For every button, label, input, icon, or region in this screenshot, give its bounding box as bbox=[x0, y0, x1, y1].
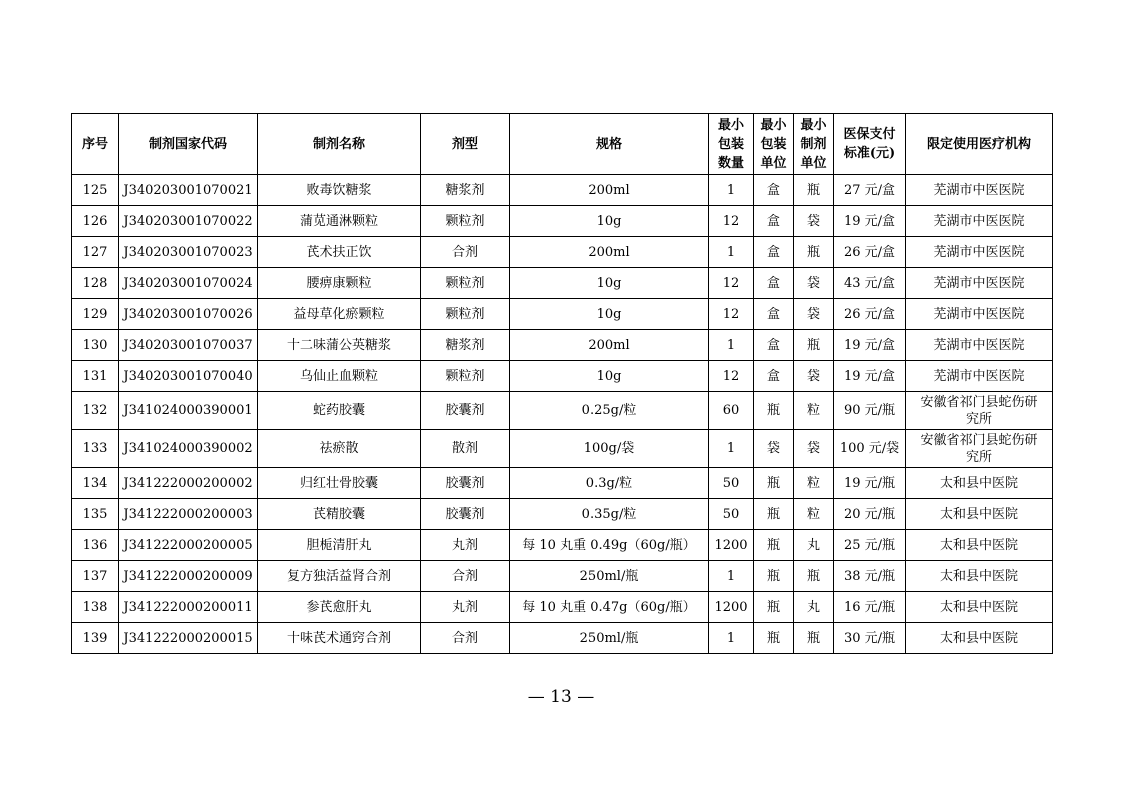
cell-institution bbox=[906, 237, 1053, 268]
header-line: 数量 bbox=[717, 155, 744, 171]
cell-spec: 10g bbox=[510, 361, 709, 392]
cell-spec: 250ml/瓶 bbox=[510, 561, 709, 592]
cell-seq: 133 bbox=[72, 430, 119, 468]
cell-pack-unit: 袋 bbox=[754, 430, 794, 468]
header-line: 标准(元) bbox=[843, 146, 896, 161]
cell-prep-unit: 瓶 bbox=[794, 330, 834, 361]
institution-line: 究所 bbox=[965, 449, 992, 465]
cell-code: J341222000200011 bbox=[119, 592, 258, 623]
table-row bbox=[72, 592, 1053, 623]
cell-code: J341024000390001 bbox=[119, 392, 258, 430]
header-line: 单位 bbox=[800, 155, 827, 171]
cell-spec: 100g/袋 bbox=[510, 430, 709, 468]
table-row bbox=[72, 530, 1053, 561]
institution-line: 太和县中医院 bbox=[939, 475, 1018, 491]
cell-institution bbox=[906, 330, 1053, 361]
header-spec: 规格 bbox=[510, 114, 709, 175]
cell-pack-unit: 瓶 bbox=[754, 561, 794, 592]
cell-name: 十二味蒲公英糖浆 bbox=[258, 330, 421, 361]
cell-price: 30 元/瓶 bbox=[834, 623, 906, 654]
cell-code: J340203001070021 bbox=[119, 175, 258, 206]
table-row bbox=[72, 499, 1053, 530]
cell-spec: 0.3g/粒 bbox=[510, 468, 709, 499]
cell-code: J340203001070040 bbox=[119, 361, 258, 392]
institution-line: 芜湖市中医医院 bbox=[933, 368, 1025, 384]
cell-qty: 1 bbox=[709, 175, 754, 206]
institution-line: 太和县中医院 bbox=[939, 568, 1018, 584]
cell-code: J341222000200002 bbox=[119, 468, 258, 499]
cell-institution bbox=[906, 206, 1053, 237]
cell-price: 38 元/瓶 bbox=[834, 561, 906, 592]
institution-line: 太和县中医院 bbox=[939, 537, 1018, 553]
cell-name: 十味芪术通窍合剂 bbox=[258, 623, 421, 654]
cell-form: 合剂 bbox=[421, 237, 510, 268]
header-line: 包装 bbox=[717, 136, 744, 152]
cell-pack-unit: 瓶 bbox=[754, 530, 794, 561]
institution-line: 芜湖市中医医院 bbox=[933, 182, 1025, 198]
cell-seq: 134 bbox=[72, 468, 119, 499]
header-name: 制剂名称 bbox=[258, 114, 421, 175]
cell-form: 颗粒剂 bbox=[421, 361, 510, 392]
cell-form: 散剂 bbox=[421, 430, 510, 468]
cell-name: 益母草化瘀颗粒 bbox=[258, 299, 421, 330]
cell-code: J341222000200005 bbox=[119, 530, 258, 561]
cell-name: 芪精胶囊 bbox=[258, 499, 421, 530]
cell-seq: 128 bbox=[72, 268, 119, 299]
cell-pack-unit: 瓶 bbox=[754, 468, 794, 499]
cell-prep-unit: 袋 bbox=[794, 361, 834, 392]
cell-prep-unit: 丸 bbox=[794, 592, 834, 623]
cell-seq: 125 bbox=[72, 175, 119, 206]
cell-prep-unit: 袋 bbox=[794, 268, 834, 299]
cell-institution bbox=[906, 530, 1053, 561]
header-min-pack-unit bbox=[754, 114, 794, 175]
institution-line: 安徽省祁门县蛇伤研 bbox=[920, 394, 1038, 410]
table-row bbox=[72, 430, 1053, 468]
cell-form: 合剂 bbox=[421, 623, 510, 654]
cell-seq: 138 bbox=[72, 592, 119, 623]
table-row bbox=[72, 175, 1053, 206]
cell-form: 胶囊剂 bbox=[421, 392, 510, 430]
cell-name: 芪术扶正饮 bbox=[258, 237, 421, 268]
cell-price: 20 元/瓶 bbox=[834, 499, 906, 530]
institution-line: 究所 bbox=[965, 411, 992, 427]
cell-code: J341222000200003 bbox=[119, 499, 258, 530]
cell-seq: 137 bbox=[72, 561, 119, 592]
cell-institution bbox=[906, 361, 1053, 392]
cell-form: 颗粒剂 bbox=[421, 206, 510, 237]
institution-line: 太和县中医院 bbox=[939, 630, 1018, 646]
cell-price: 43 元/盒 bbox=[834, 268, 906, 299]
cell-qty: 50 bbox=[709, 468, 754, 499]
cell-price: 26 元/盒 bbox=[834, 299, 906, 330]
cell-price: 19 元/瓶 bbox=[834, 468, 906, 499]
header-min-prep-unit bbox=[794, 114, 834, 175]
cell-price: 27 元/盒 bbox=[834, 175, 906, 206]
cell-code: J340203001070037 bbox=[119, 330, 258, 361]
cell-institution bbox=[906, 299, 1053, 330]
cell-name: 蒲苋通淋颗粒 bbox=[258, 206, 421, 237]
cell-form: 胶囊剂 bbox=[421, 499, 510, 530]
cell-form: 胶囊剂 bbox=[421, 468, 510, 499]
cell-code: J340203001070024 bbox=[119, 268, 258, 299]
cell-code: J340203001070022 bbox=[119, 206, 258, 237]
cell-code: J340203001070023 bbox=[119, 237, 258, 268]
cell-prep-unit: 瓶 bbox=[794, 237, 834, 268]
cell-qty: 12 bbox=[709, 299, 754, 330]
cell-institution bbox=[906, 499, 1053, 530]
institution-line: 芜湖市中医医院 bbox=[933, 306, 1025, 322]
institution-line: 芜湖市中医医院 bbox=[933, 244, 1025, 260]
cell-prep-unit: 袋 bbox=[794, 206, 834, 237]
header-seq: 序号 bbox=[72, 114, 119, 175]
cell-spec: 10g bbox=[510, 206, 709, 237]
cell-qty: 1 bbox=[709, 561, 754, 592]
cell-spec: 250ml/瓶 bbox=[510, 623, 709, 654]
table-row bbox=[72, 237, 1053, 268]
header-institution: 限定使用医疗机构 bbox=[906, 114, 1053, 175]
cell-name: 复方独活益肾合剂 bbox=[258, 561, 421, 592]
cell-seq: 126 bbox=[72, 206, 119, 237]
cell-name: 乌仙止血颗粒 bbox=[258, 361, 421, 392]
cell-seq: 129 bbox=[72, 299, 119, 330]
institution-line: 太和县中医院 bbox=[939, 506, 1018, 522]
table-row bbox=[72, 299, 1053, 330]
header-line: 最小 bbox=[717, 117, 744, 133]
cell-form: 丸剂 bbox=[421, 530, 510, 561]
cell-seq: 139 bbox=[72, 623, 119, 654]
cell-qty: 1 bbox=[709, 430, 754, 468]
cell-seq: 132 bbox=[72, 392, 119, 430]
cell-prep-unit: 瓶 bbox=[794, 623, 834, 654]
cell-institution bbox=[906, 268, 1053, 299]
cell-form: 颗粒剂 bbox=[421, 268, 510, 299]
cell-spec: 每 10 丸重 0.47g（60g/瓶） bbox=[510, 592, 709, 623]
cell-price: 26 元/盒 bbox=[834, 237, 906, 268]
institution-line: 芜湖市中医医院 bbox=[933, 213, 1025, 229]
cell-pack-unit: 盒 bbox=[754, 299, 794, 330]
header-line: 制剂 bbox=[800, 136, 827, 152]
cell-spec: 每 10 丸重 0.49g（60g/瓶） bbox=[510, 530, 709, 561]
header-line: 最小 bbox=[800, 117, 827, 133]
cell-spec: 200ml bbox=[510, 237, 709, 268]
cell-prep-unit: 粒 bbox=[794, 499, 834, 530]
cell-qty: 1200 bbox=[709, 530, 754, 561]
cell-price: 100 元/袋 bbox=[834, 430, 906, 468]
cell-institution bbox=[906, 468, 1053, 499]
header-form: 剂型 bbox=[421, 114, 510, 175]
cell-name: 败毒饮糖浆 bbox=[258, 175, 421, 206]
page-number: — 13 — bbox=[527, 687, 595, 707]
table-row bbox=[72, 268, 1053, 299]
institution-line: 芜湖市中医医院 bbox=[933, 275, 1025, 291]
cell-pack-unit: 盒 bbox=[754, 330, 794, 361]
cell-name: 蛇药胶囊 bbox=[258, 392, 421, 430]
cell-seq: 136 bbox=[72, 530, 119, 561]
cell-qty: 1 bbox=[709, 237, 754, 268]
cell-code: J340203001070026 bbox=[119, 299, 258, 330]
table-row bbox=[72, 392, 1053, 430]
cell-qty: 1 bbox=[709, 623, 754, 654]
table-row bbox=[72, 468, 1053, 499]
cell-price: 19 元/盒 bbox=[834, 206, 906, 237]
cell-qty: 60 bbox=[709, 392, 754, 430]
cell-institution bbox=[906, 175, 1053, 206]
table-body bbox=[72, 175, 1053, 654]
header-line: 医保支付 bbox=[843, 127, 896, 142]
cell-code: J341222000200015 bbox=[119, 623, 258, 654]
cell-seq: 130 bbox=[72, 330, 119, 361]
cell-prep-unit: 瓶 bbox=[794, 561, 834, 592]
cell-prep-unit: 粒 bbox=[794, 392, 834, 430]
cell-pack-unit: 瓶 bbox=[754, 623, 794, 654]
institution-line: 芜湖市中医医院 bbox=[933, 337, 1025, 353]
cell-prep-unit: 瓶 bbox=[794, 175, 834, 206]
cell-qty: 1200 bbox=[709, 592, 754, 623]
cell-pack-unit: 瓶 bbox=[754, 392, 794, 430]
cell-price: 19 元/盒 bbox=[834, 330, 906, 361]
header-min-pack-qty bbox=[709, 114, 754, 175]
table-row bbox=[72, 361, 1053, 392]
cell-institution bbox=[906, 430, 1053, 468]
cell-spec: 0.25g/粒 bbox=[510, 392, 709, 430]
header-line: 单位 bbox=[760, 155, 787, 171]
cell-form: 丸剂 bbox=[421, 592, 510, 623]
cell-seq: 127 bbox=[72, 237, 119, 268]
cell-form: 合剂 bbox=[421, 561, 510, 592]
drug-catalog-table bbox=[71, 113, 1053, 654]
institution-line: 安徽省祁门县蛇伤研 bbox=[920, 432, 1038, 448]
cell-name: 归红壮骨胶囊 bbox=[258, 468, 421, 499]
cell-institution bbox=[906, 561, 1053, 592]
cell-name: 祛瘀散 bbox=[258, 430, 421, 468]
cell-name: 腰痹康颗粒 bbox=[258, 268, 421, 299]
cell-spec: 200ml bbox=[510, 175, 709, 206]
table-row bbox=[72, 206, 1053, 237]
cell-spec: 10g bbox=[510, 299, 709, 330]
header-line: 包装 bbox=[760, 136, 787, 152]
cell-seq: 131 bbox=[72, 361, 119, 392]
cell-code: J341024000390002 bbox=[119, 430, 258, 468]
cell-name: 胆栀清肝丸 bbox=[258, 530, 421, 561]
cell-spec: 0.35g/粒 bbox=[510, 499, 709, 530]
cell-qty: 1 bbox=[709, 330, 754, 361]
cell-price: 16 元/瓶 bbox=[834, 592, 906, 623]
cell-spec: 200ml bbox=[510, 330, 709, 361]
cell-form: 糖浆剂 bbox=[421, 175, 510, 206]
cell-pack-unit: 瓶 bbox=[754, 499, 794, 530]
cell-qty: 12 bbox=[709, 206, 754, 237]
cell-spec: 10g bbox=[510, 268, 709, 299]
cell-form: 糖浆剂 bbox=[421, 330, 510, 361]
cell-qty: 12 bbox=[709, 361, 754, 392]
cell-pack-unit: 盒 bbox=[754, 361, 794, 392]
cell-form: 颗粒剂 bbox=[421, 299, 510, 330]
cell-pack-unit: 盒 bbox=[754, 268, 794, 299]
institution-line: 太和县中医院 bbox=[939, 599, 1018, 615]
header-code: 制剂国家代码 bbox=[119, 114, 258, 175]
cell-price: 90 元/瓶 bbox=[834, 392, 906, 430]
table-header-row bbox=[72, 114, 1053, 175]
cell-name: 参芪愈肝丸 bbox=[258, 592, 421, 623]
cell-price: 25 元/瓶 bbox=[834, 530, 906, 561]
cell-institution bbox=[906, 392, 1053, 430]
header-price bbox=[834, 114, 906, 175]
cell-pack-unit: 瓶 bbox=[754, 592, 794, 623]
cell-pack-unit: 盒 bbox=[754, 175, 794, 206]
table-row bbox=[72, 561, 1053, 592]
cell-prep-unit: 袋 bbox=[794, 299, 834, 330]
cell-institution bbox=[906, 623, 1053, 654]
cell-qty: 12 bbox=[709, 268, 754, 299]
table-row bbox=[72, 623, 1053, 654]
cell-prep-unit: 丸 bbox=[794, 530, 834, 561]
cell-pack-unit: 盒 bbox=[754, 237, 794, 268]
cell-pack-unit: 盒 bbox=[754, 206, 794, 237]
cell-code: J341222000200009 bbox=[119, 561, 258, 592]
cell-institution bbox=[906, 592, 1053, 623]
cell-qty: 50 bbox=[709, 499, 754, 530]
cell-seq: 135 bbox=[72, 499, 119, 530]
cell-prep-unit: 袋 bbox=[794, 430, 834, 468]
cell-prep-unit: 粒 bbox=[794, 468, 834, 499]
table-row bbox=[72, 330, 1053, 361]
cell-price: 19 元/盒 bbox=[834, 361, 906, 392]
header-line: 最小 bbox=[760, 117, 787, 133]
